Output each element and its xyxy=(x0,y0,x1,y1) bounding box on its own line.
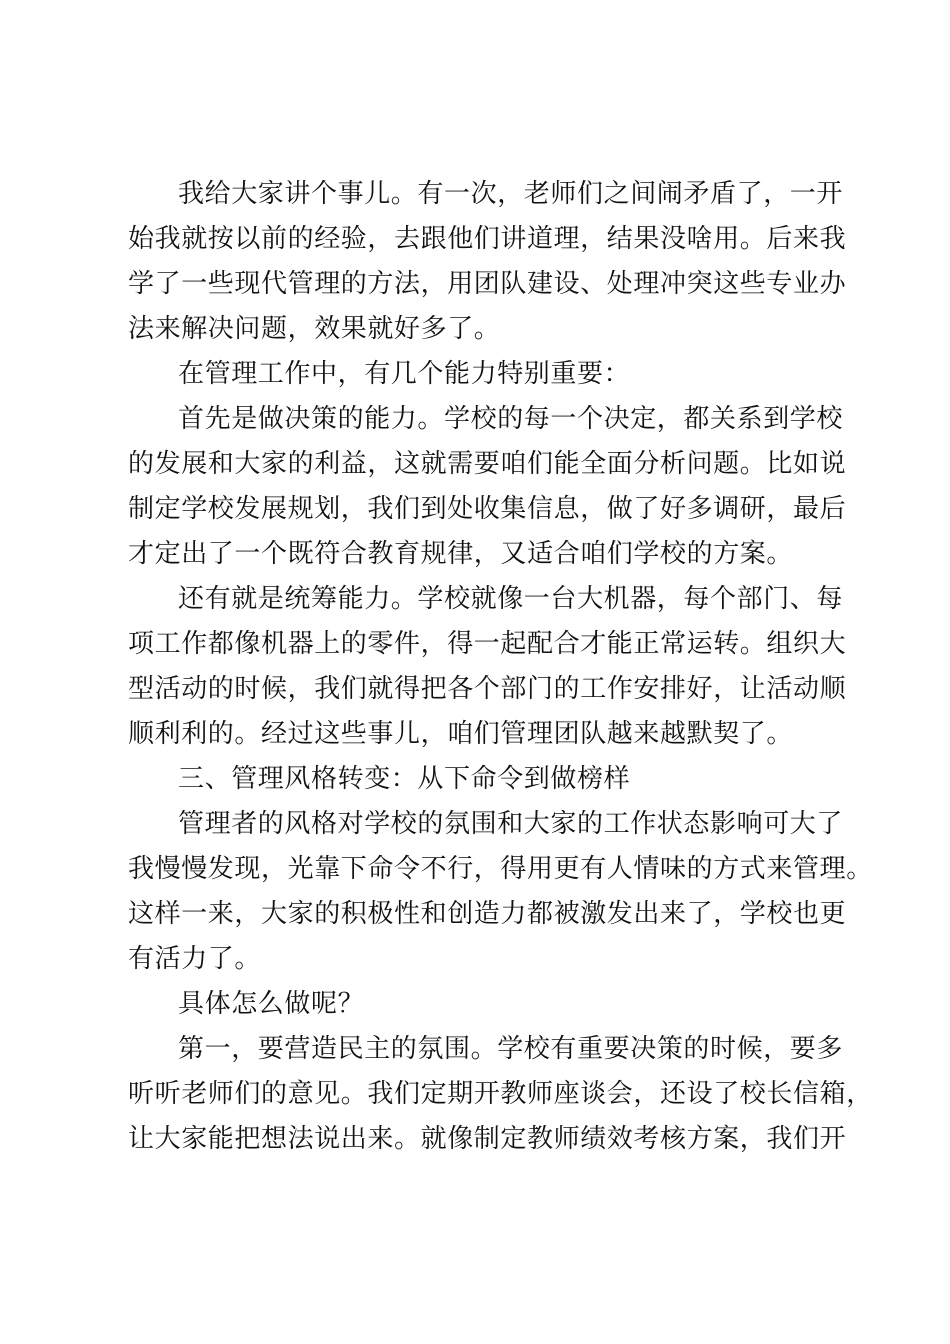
paragraph-line: 顺利利的。经过这些事儿，咱们管理团队越来越默契了。 xyxy=(128,719,794,749)
paragraph-line: 管理者的风格对学校的氛围和大家的工作状态影响可大了 xyxy=(178,809,844,839)
section-heading: 三、管理风格转变：从下命令到做榜样 xyxy=(178,764,631,794)
paragraph-line: 始我就按以前的经验，去跟他们讲道理，结果没啥用。后来我 xyxy=(128,224,847,254)
paragraph-line: 还有就是统筹能力。学校就像一台大机器，每个部门、每 xyxy=(178,584,844,614)
paragraph-line: 第一，要营造民主的氛围。学校有重要决策的时候，要多 xyxy=(178,1034,844,1064)
paragraph-line: 制定学校发展规划，我们到处收集信息，做了好多调研，最后 xyxy=(128,494,847,524)
paragraph-line: 这样一来，大家的积极性和创造力都被激发出来了，学校也更 xyxy=(128,899,847,929)
paragraph-line: 在管理工作中，有几个能力特别重要： xyxy=(178,359,631,389)
paragraph-line: 法来解决问题，效果就好多了。 xyxy=(128,314,501,344)
paragraph-line: 听听老师们的意见。我们定期开教师座谈会，还设了校长信箱， xyxy=(128,1079,873,1109)
paragraph-line: 我慢慢发现，光靠下命令不行，得用更有人情味的方式来管理。 xyxy=(128,854,873,884)
paragraph-line: 项工作都像机器上的零件，得一起配合才能正常运转。组织大 xyxy=(128,629,847,659)
paragraph-line: 才定出了一个既符合教育规律，又适合咱们学校的方案。 xyxy=(128,539,794,569)
paragraph-line: 我给大家讲个事儿。有一次，老师们之间闹矛盾了，一开 xyxy=(178,179,844,209)
paragraph-line: 首先是做决策的能力。学校的每一个决定，都关系到学校 xyxy=(178,404,844,434)
paragraph-line: 让大家能把想法说出来。就像制定教师绩效考核方案，我们开 xyxy=(128,1124,847,1154)
paragraph-line: 具体怎么做呢？ xyxy=(178,989,365,1019)
paragraph-line: 型活动的时候，我们就得把各个部门的工作安排好，让活动顺 xyxy=(128,674,847,704)
paragraph-line: 有活力了。 xyxy=(128,944,262,974)
paragraph-line: 的发展和大家的利益，这就需要咱们能全面分析问题。比如说 xyxy=(128,449,847,479)
paragraph-line: 学了一些现代管理的方法，用团队建设、处理冲突这些专业办 xyxy=(128,269,847,299)
